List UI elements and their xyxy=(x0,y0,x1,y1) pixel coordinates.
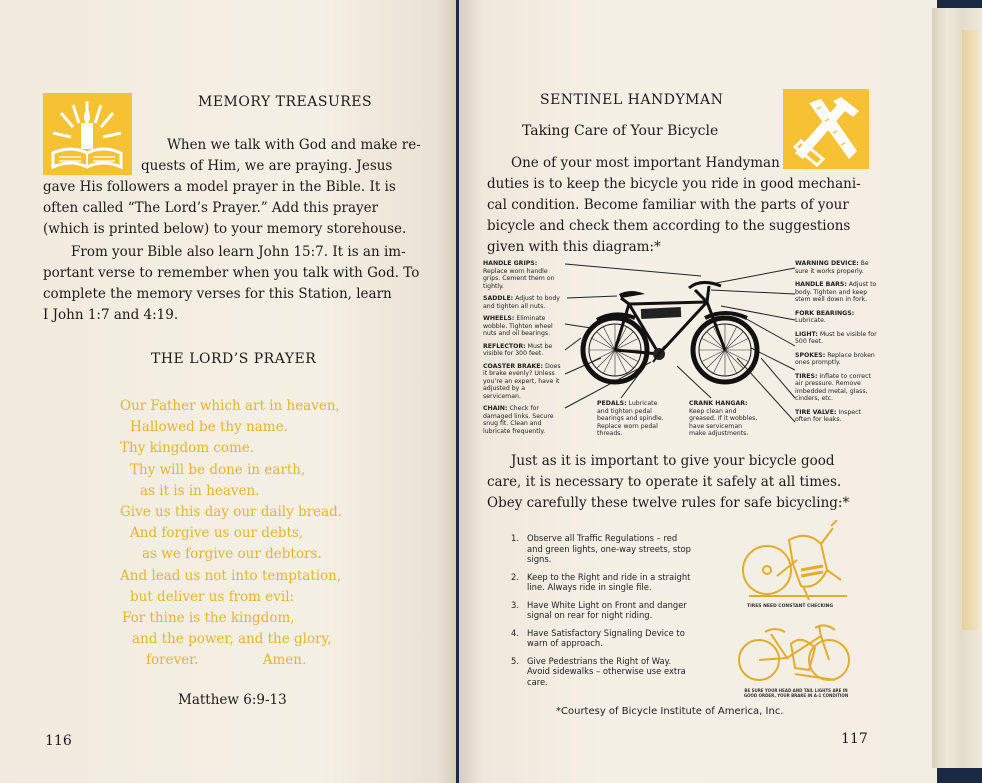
text-line: portant verse to remember when you talk with God. To xyxy=(43,265,420,281)
page-number: 116 xyxy=(45,733,72,749)
text-line: gave His followers a model prayer in the Bible. It is xyxy=(43,179,396,195)
text-line: often called “The Lord’s Prayer.” Add this prayer xyxy=(43,200,379,216)
tire-check-illustration xyxy=(737,520,857,610)
page-subtitle: Taking Care of Your Bicycle xyxy=(522,123,719,139)
intro-paragraph xyxy=(43,135,426,326)
part-label: HANDLE GRIPS: Replace worn handle grips. Cement them on tightly. xyxy=(483,260,555,290)
prayer-amen: Amen. xyxy=(262,652,307,669)
part-label: REFLECTOR: Must be visible for 300 feet. xyxy=(483,342,553,357)
prayer-line: as we forgive our debtors. xyxy=(142,546,322,563)
prayer-text xyxy=(110,396,342,672)
text-line: (which is printed below) to your memory storehouse. xyxy=(43,221,407,237)
part-label: FORK BEARINGS: Lubricate. xyxy=(795,309,855,324)
rule-item: 3. Have White Light on Front and danger signal on rear for night riding. xyxy=(511,599,687,620)
text-line: given with this diagram:* xyxy=(487,239,661,255)
part-label: SADDLE: Adjust to body and tighten all nuts. xyxy=(483,295,560,310)
prayer-title: THE LORD’S PRAYER xyxy=(151,351,317,367)
bicycle-diagram xyxy=(483,258,879,448)
part-label: TIRE VALVE: Inspect often for leaks. xyxy=(795,408,861,423)
part-label: HANDLE BARS: Adjust to body. Tighten and keep stem well down in fork. xyxy=(795,281,877,303)
text-line: quests of Him, we are praying. Jesus xyxy=(141,158,393,174)
book-page-edges-tint xyxy=(962,30,978,630)
text-line: complete the memory verses for this Station, learn xyxy=(43,286,392,302)
illustration-caption: TIRES NEED CONSTANT CHECKING xyxy=(747,604,834,609)
diagram-left-labels xyxy=(483,260,563,435)
diagram-right-labels xyxy=(795,260,877,424)
prayer-line: Thy will be done in earth, xyxy=(130,461,306,478)
prayer-line: Hallowed be thy name. xyxy=(130,419,288,436)
rule-item: 5. Give Pedestrians the Right of Way. Avoid sidewalks – otherwise use extra care. xyxy=(511,655,686,687)
page-title: MEMORY TREASURES xyxy=(198,94,373,110)
prayer-line-forever: forever. xyxy=(146,652,199,669)
prayer-line: Our Father which art in heaven, xyxy=(120,398,340,414)
prayer-line: Thy kingdom come. xyxy=(120,440,255,457)
prayer-line: Give us this day our daily bread. xyxy=(120,504,343,521)
text-line: One of your most important Handyman xyxy=(511,155,780,171)
text-line: Obey carefully these twelve rules for safe bicycling:* xyxy=(487,495,850,511)
prayer-line xyxy=(146,650,342,671)
text-line: care, it is necessary to operate it safely at all times. xyxy=(487,474,842,490)
part-label: CHAIN: Check for damaged links. Secure snug fit. Clean and lubricate frequently. xyxy=(483,405,554,435)
text-line: From your Bible also learn John 15:7. It is an im- xyxy=(71,244,406,260)
prayer-line: and the power, and the glory, xyxy=(132,631,332,648)
part-label: WHEELS: Eliminate wobble. Tighten wheel nuts and oil bearings. xyxy=(483,315,553,337)
rule-item: 2. Keep to the Right and ride in a straight line. Always ride in single file. xyxy=(511,571,691,592)
bike-lights-illustration xyxy=(735,614,855,688)
intro-paragraph xyxy=(487,153,867,258)
right-page xyxy=(459,0,937,783)
left-page xyxy=(0,0,456,783)
text-line: bicycle and check them according to the suggestions xyxy=(487,218,851,234)
illustration-caption: BE SURE YOUR HEAD AND TAIL LIGHTS ARE IN GOOD ORDER, YOUR BRAKE IN A-1 CONDITION xyxy=(743,688,849,698)
page-title: SENTINEL HANDYMAN xyxy=(540,92,724,108)
part-label: TIRES: Inflate to correct air pressure. Remove imbedded metal, glass, cinders, etc. xyxy=(795,372,871,402)
text-line: I John 1:7 and 4:19. xyxy=(43,307,179,323)
prayer-line: And lead us not into temptation, xyxy=(120,567,342,584)
part-label: LIGHT: Must be visible for 500 feet. xyxy=(795,330,877,345)
part-label-crank-hangar: CRANK HANGAR: Keep clean and greased. If it wobbles, have serviceman make adjustments. xyxy=(689,400,758,437)
part-label-pedals: PEDALS: Lubricate and tighten pedal bearings and spindle. Replace worn pedal threads. xyxy=(597,400,664,437)
text-line: Just as it is important to give your bicycle good xyxy=(511,453,835,469)
text-line: duties is to keep the bicycle you ride in good mechani- xyxy=(487,176,861,192)
prayer-line: For thine is the kingdom, xyxy=(122,610,295,627)
text-line: When we talk with God and make re- xyxy=(167,137,421,153)
part-label: COASTER BRAKE: Does it brake evenly? Unless you’re an expert, have it adjusted by a serviceman. xyxy=(483,362,561,400)
page-number: 117 xyxy=(841,731,868,747)
bicycle-drawing xyxy=(561,258,797,448)
part-label: SPOKES: Replace broken ones promptly. xyxy=(795,351,875,366)
safety-paragraph xyxy=(487,451,867,514)
part-label: WARNING DEVICE: Be sure it works properly. xyxy=(795,260,869,275)
scripture-reference: Matthew 6:9-13 xyxy=(178,692,287,708)
courtesy-footnote: *Courtesy of Bicycle Institute of America, Inc. xyxy=(556,706,784,717)
prayer-line: but deliver us from evil: xyxy=(130,588,295,605)
safety-rules-list xyxy=(511,533,721,687)
prayer-line: as it is in heaven. xyxy=(140,482,260,499)
rule-item: 4. Have Satisfactory Signaling Device to warn of approach. xyxy=(511,627,685,648)
rule-item: 1. Observe all Traffic Regulations – red and green lights, one-way streets, stop signs. xyxy=(511,533,691,564)
text-line: cal condition. Become familiar with the parts of your xyxy=(487,197,849,213)
prayer-line: And forgive us our debts, xyxy=(130,525,304,542)
